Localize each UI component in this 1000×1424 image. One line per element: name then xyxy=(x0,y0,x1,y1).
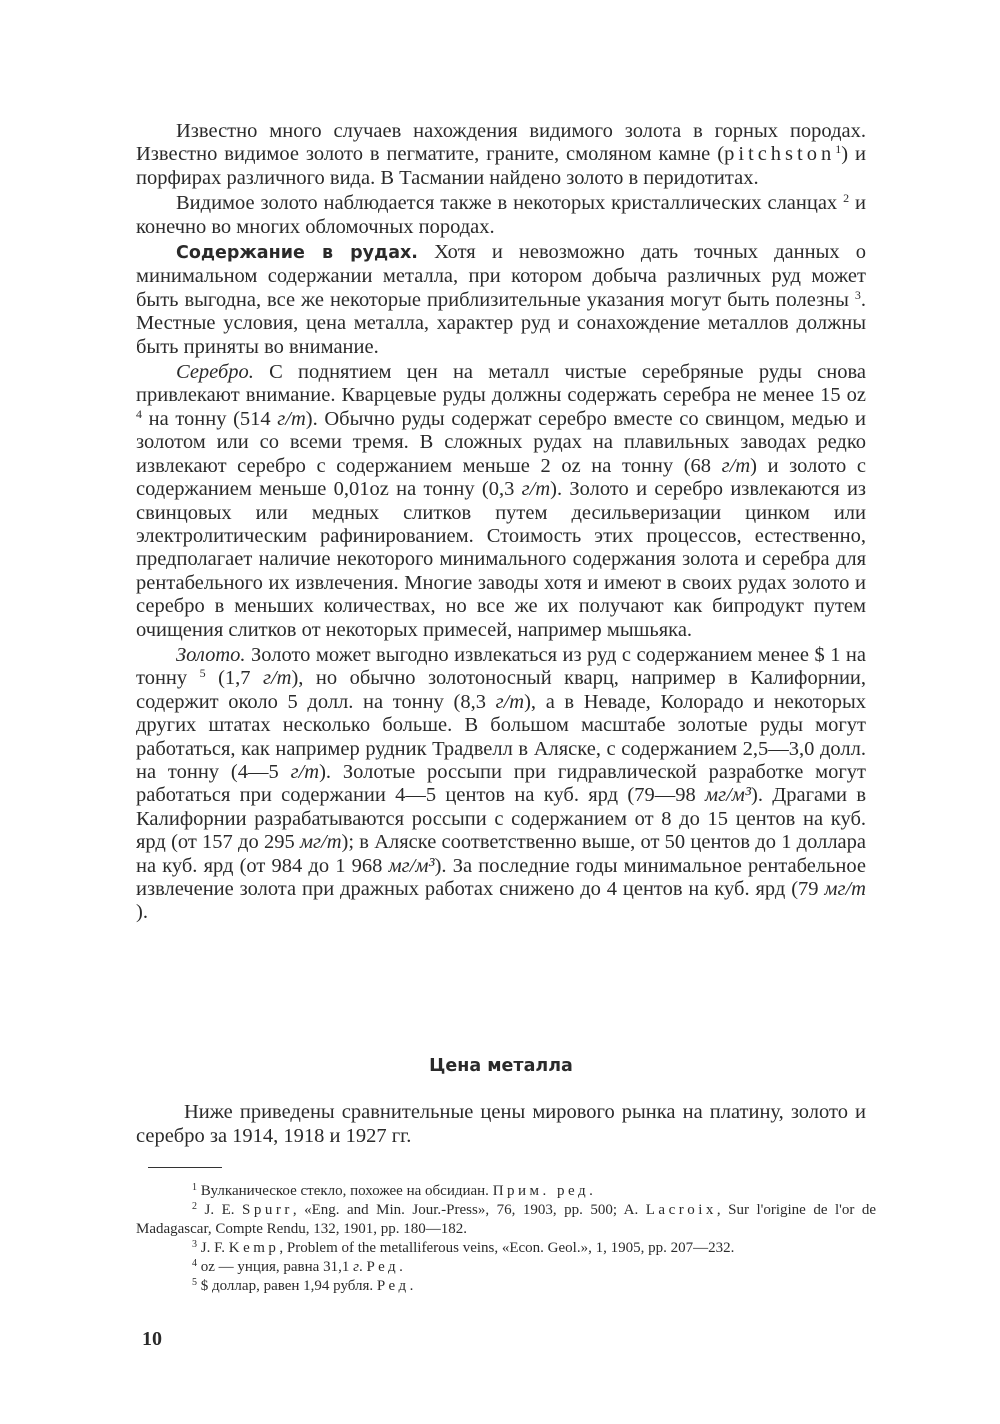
footnotes xyxy=(136,1182,876,1296)
section-title-metal-price: Цена металла xyxy=(429,1056,573,1076)
subheading-gold: Золото. xyxy=(176,643,246,666)
intro-paragraph: Ниже приведены сравнительные цены мирового рынка на платину, золото и серебро за 1914, 1918 и 1927 гг. xyxy=(136,1101,866,1147)
footnote-4: $^4$ oz — унция, равна 31,1 г. Ред. xyxy=(192,1258,407,1275)
footnote-1: $^1$ Вулканическое стекло, похожее на обсидиан. Прим. ред. xyxy=(192,1182,597,1199)
footnote-5: $^5$ $ доллар, равен 1,94 рубля. Ред. xyxy=(192,1277,417,1294)
footnote-3: $^3$ J. F. Kemp, Problem of the metalliferous veins, «Econ. Geol.», 1, 1905, pp. 207—232. xyxy=(192,1239,735,1256)
footnote-2: $^2$ J. E. Spurr, «Eng. and Min. Jour.-Press», 76, 1903, pp. 500; A. Lacroix, Sur l'origine de l'or de Madagascar, Compte Rendu, 132, 1901, pp. 180—182. xyxy=(136,1201,877,1237)
section-intro xyxy=(136,1100,866,1148)
paragraph-crystalline-schists: Видимое золото наблюдается также в некоторых кристаллических сланцах $^2$ и конечно во многих обломочных породах. xyxy=(136,191,866,238)
footnote-ref-4: 4 xyxy=(136,406,142,421)
paragraph-silver: Серебро. С поднятием цен на металл чистые серебряные руды снова привлекают внимание. Кварцевые руды должны содержать серебра не менее 15 oz $^4$ на тонну (514 г/т). Обычно руды содержат серебро вместе со свинцом, медью и золотом или со всеми тремя. В сложных рудах на плавильных заводах редко извлекают серебро с содержанием меньше 2 oz на тонну (68 г/т) и золото с содержанием меньше 0,01oz на тонну (0,3 г/т). Золото и серебро извлекаются из свинцовых или медных слитков путем десильверизации цинком или электролитическим рафинированием. Стоимость этих процессов, естественно, предполагает наличие некоторого минимального содержания золота и серебра для рентабельного их извлечения. Многие заводы хотя и имеют в своих рудах золото и серебро в меньших количествах, но все же их получают как бипродукт путем очищения слитков от некоторых примесей, например мышьяка. xyxy=(136,361,867,641)
subheading-ore-content: Содержание в рудах. xyxy=(176,243,418,264)
page-number: 10 xyxy=(142,1328,162,1350)
pitchstone-term: pitchston xyxy=(724,143,836,166)
paragraph-gold: Золото. Золото может выгодно извлекаться из руд с содержанием менее $ 1 на тонну $^5$ (1,7 г/т), но обычно золотоносный кварц, например в Калифорнии, содержит около 5 долл. на тонну (8,3 г/т), а в Неваде, Колорадо и некоторых других штатах несколько больше. В большом масштабе золотые руды могут работаться, как например рудник Традвелл в Аляске, с содержанием 2,5—3,0 долл. на тонну (4—5 г/т). Золотые россыпи при гидравлической разработке могут работаться при содержании 4—5 центов на куб. ярд (79—98 мг/м³). Драгами в Калифорнии разрабатываются россыпи с содержанием от 8 до 15 центов на куб. ярд (от 157 до 295 мг/т); в Аляске соответственно выше, от 50 центов до 1 доллара на куб. ярд (от 984 до 1 968 мг/м³). За последние годы минимальное рентабельное извлечение золота при дражных работах снижено до 4 центов на куб. ярд (79 мг/т ). xyxy=(136,643,867,924)
paragraph-ore-content: Содержание в рудах. Хотя и невозможно дать точных данных о минимальном содержании металла, при котором добыча различных руд может быть выгодна, все же некоторые приблизительные указания могут быть полезны $^3$. Местные условия, цена металла, характер руд и сонахождение металлов должны быть приняты во внимание. xyxy=(136,241,867,358)
footnote-ref-1: 1 xyxy=(835,142,842,157)
main-text xyxy=(136,120,866,925)
footnote-divider xyxy=(148,1167,222,1168)
footnote-ref-2: 2 xyxy=(843,191,850,206)
paragraph-visible-gold: Известно много случаев нахождения видимого золота в горных породах. Известно видимое золото в пегматите, граните, смоляном камне (pitchston$^1$) и порфирах различного вида. В Тасмании найдено золото в перидотитах. xyxy=(136,120,866,189)
footnote-ref-5: 5 xyxy=(199,666,206,681)
subheading-silver: Серебро. xyxy=(176,361,254,384)
footnote-ref-3: 3 xyxy=(854,287,861,302)
